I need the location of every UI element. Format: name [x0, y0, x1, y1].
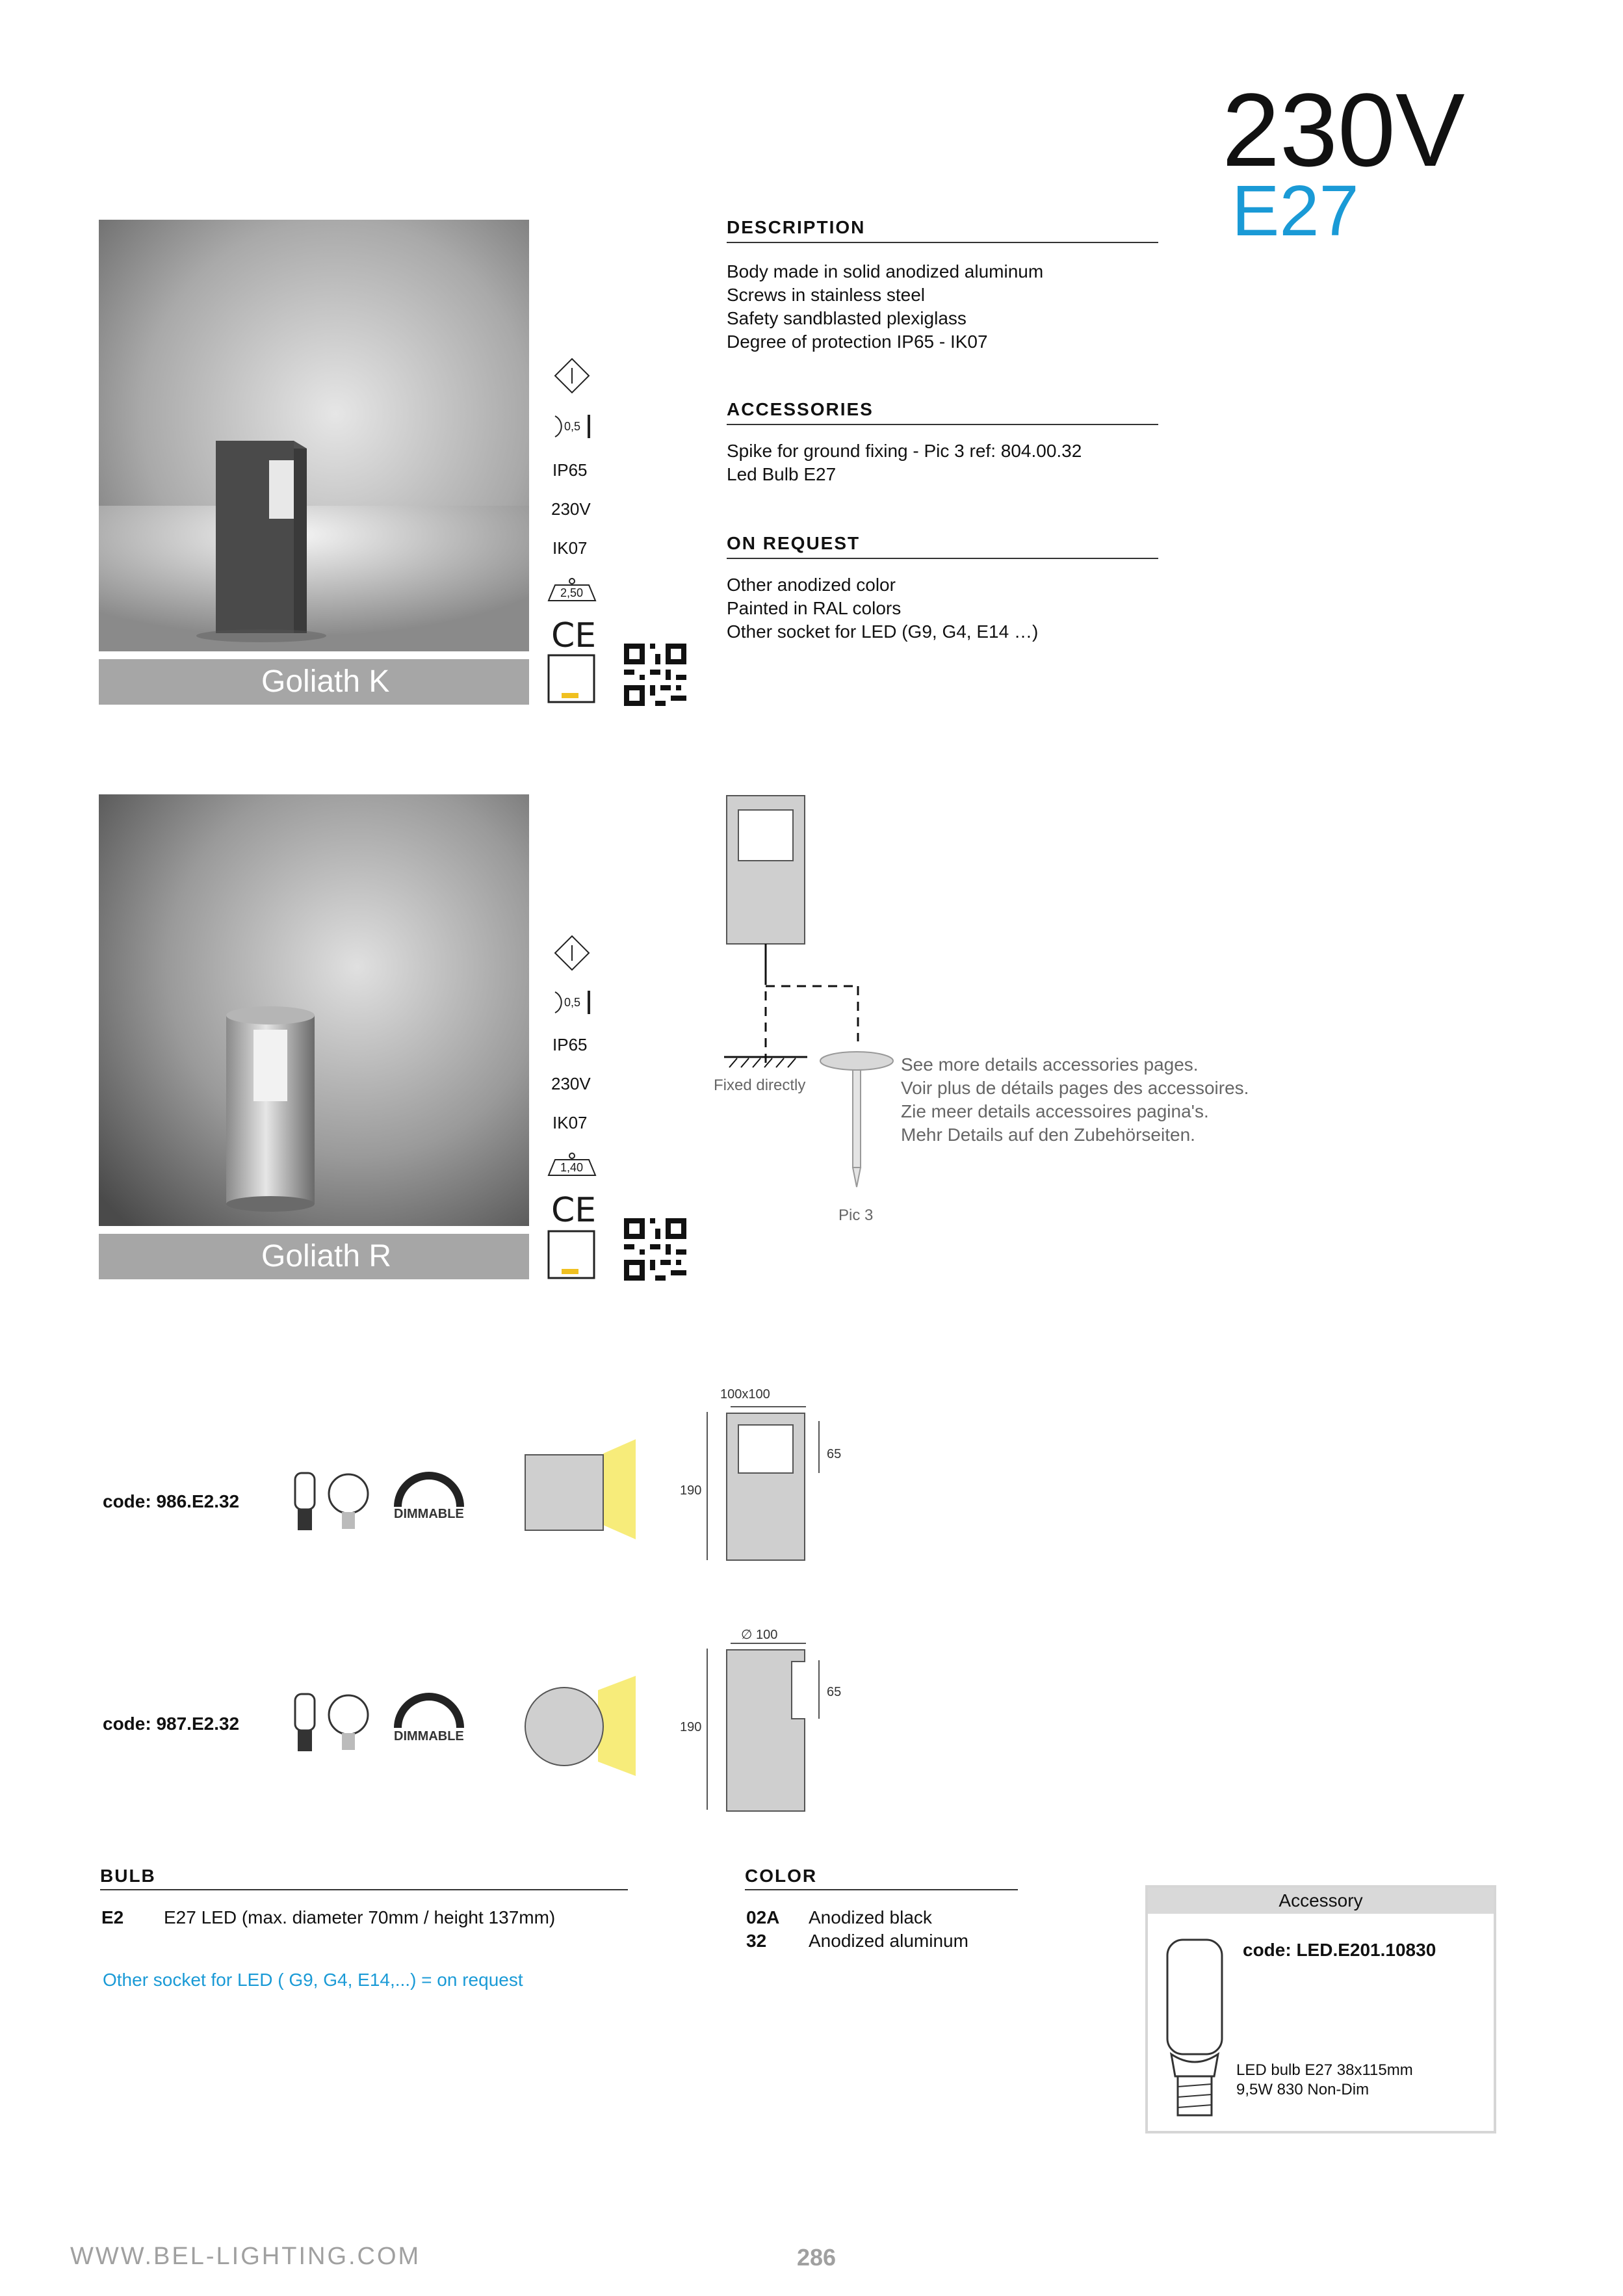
led-bulb-illustration [1162, 1937, 1227, 2122]
bulb-rule [100, 1889, 628, 1890]
ik-rating: IK07 [552, 538, 588, 558]
window-dimension: 65 [827, 1685, 842, 1699]
description-rule [727, 242, 1158, 243]
bulb-icons [291, 1691, 389, 1756]
color-code: 32 [746, 1931, 767, 1951]
qr-code-icon[interactable] [624, 644, 686, 706]
bulb-note: Other socket for LED ( G9, G4, E14,...) = on request [103, 1970, 523, 1990]
ce-mark-icon: CE [551, 1191, 597, 1230]
ip-rating: IP65 [552, 1035, 588, 1054]
accessories-title: ACCESSORIES [727, 399, 874, 419]
dimmable-label: DIMMABLE [394, 1507, 464, 1521]
accessory-description: LED bulb E27 38x115mm 9,5W 830 Non-Dim [1236, 2061, 1413, 2098]
voltage-rating: 230V [551, 1074, 591, 1093]
voltage-heading: 230V [1222, 72, 1465, 188]
product-code: code: 987.E2.32 [103, 1714, 240, 1734]
pic3-label: Pic 3 [838, 1207, 874, 1224]
color-title: COLOR [745, 1866, 818, 1886]
color-code: 02A [746, 1907, 780, 1927]
description-title: DESCRIPTION [727, 217, 866, 237]
ce-mark-icon: CE [551, 616, 597, 655]
ik-rating: IK07 [552, 1113, 588, 1132]
qr-code-icon[interactable] [624, 1218, 686, 1281]
distance-icon [551, 413, 593, 439]
socket-heading: E27 [1232, 171, 1359, 251]
top-dimension: ∅ 100 [741, 1628, 778, 1642]
weight-value: 2,50 [560, 586, 584, 599]
accessories-rule [727, 424, 1158, 425]
accessories-text: Spike for ground fixing - Pic 3 ref: 804.00.32 Led Bulb E27 [727, 441, 1082, 484]
weight-value: 1,40 [560, 1161, 584, 1174]
goliath-r-illustration [99, 794, 529, 1226]
top-dimension: 100x100 [720, 1387, 770, 1402]
product-code: code: 986.E2.32 [103, 1491, 240, 1511]
bulb-code: E2 [101, 1907, 124, 1927]
installation-diagram [715, 794, 910, 1236]
page-number: 286 [797, 2244, 837, 2271]
bulb-title: BULB [100, 1866, 156, 1886]
round-top-view [520, 1671, 637, 1781]
more-details-text: See more details accessories pages. Voir plus de détails pages des accessoires. Zie meer details accessoires pagina's. Mehr Details auf den Zubehörseiten. [901, 1054, 1249, 1145]
bulb-icons [291, 1470, 389, 1535]
dimmable-icon [393, 1691, 465, 1730]
window-dimension: 65 [827, 1447, 842, 1461]
weight-icon [547, 577, 597, 602]
ip-rating: IP65 [552, 460, 588, 480]
accessory-box [1145, 1885, 1496, 2133]
installation-class-icon [554, 358, 590, 394]
distance-icon [551, 989, 593, 1015]
light-output-icon [547, 1230, 595, 1279]
on-request-text: Other anodized color Painted in RAL colors Other socket for LED (G9, G4, E14 …) [727, 575, 1039, 642]
height-dimension: 190 [680, 1720, 702, 1734]
distance-value: 0,5 [564, 420, 581, 433]
square-top-view [520, 1434, 637, 1545]
round-elevation-drawing [695, 1634, 832, 1816]
dimmable-label: DIMMABLE [394, 1729, 464, 1743]
installation-class-icon [554, 935, 590, 971]
color-label: Anodized aluminum [809, 1931, 968, 1951]
square-elevation-drawing [695, 1398, 832, 1573]
footer-url[interactable]: WWW.BEL-LIGHTING.COM [70, 2243, 421, 2270]
description-text: Body made in solid anodized aluminum Screws in stainless steel Safety sandblasted plexiglass Degree of protection IP65 - IK07 [727, 261, 1044, 352]
weight-icon [547, 1152, 597, 1177]
dimmable-icon [393, 1470, 465, 1509]
goliath-k-photo [99, 220, 529, 651]
goliath-k-name: Goliath K [99, 659, 529, 705]
light-output-icon [547, 654, 595, 703]
goliath-r-name: Goliath R [99, 1234, 529, 1279]
goliath-k-illustration [99, 220, 529, 651]
accessory-code: code: LED.E201.10830 [1243, 1940, 1436, 1960]
distance-value: 0,5 [564, 996, 581, 1009]
on-request-rule [727, 558, 1158, 559]
goliath-r-photo [99, 794, 529, 1226]
accessory-box-title: Accessory [1148, 1888, 1494, 1914]
color-label: Anodized black [809, 1907, 932, 1927]
on-request-title: ON REQUEST [727, 533, 861, 553]
height-dimension: 190 [680, 1483, 702, 1498]
bulb-text: E27 LED (max. diameter 70mm / height 137mm) [164, 1907, 556, 1927]
voltage-rating: 230V [551, 499, 591, 519]
fixed-directly-label: Fixed directly [714, 1076, 806, 1094]
color-rule [745, 1889, 1018, 1890]
